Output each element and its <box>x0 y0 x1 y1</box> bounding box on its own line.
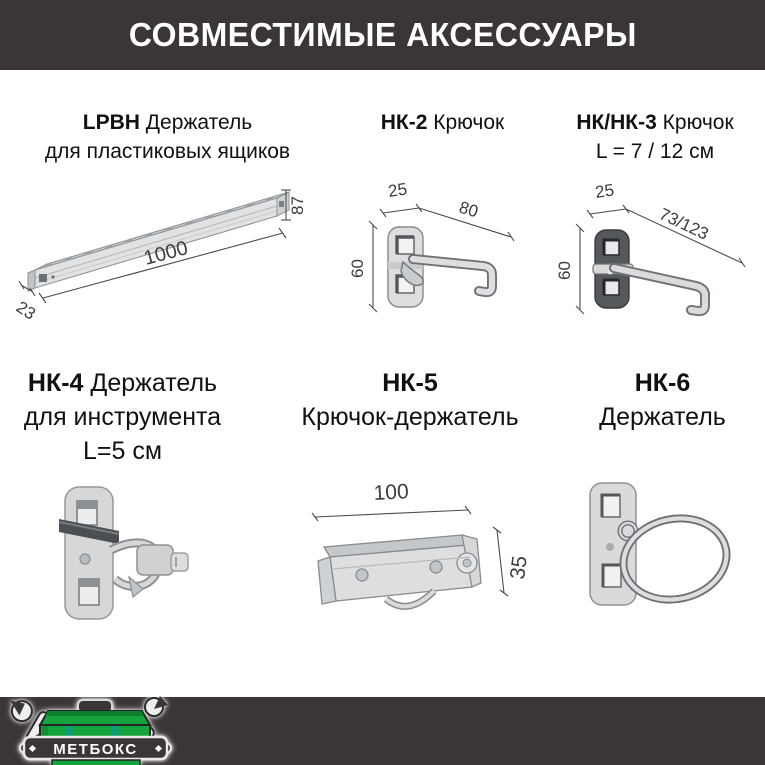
product-title-hk3 <box>545 108 765 166</box>
dim-label-87: 87 <box>288 196 307 215</box>
dim-label-1000: 1000 <box>141 237 191 270</box>
product-subtitle: L=5 см <box>82 437 163 465</box>
dim-label-60: 60 <box>555 261 574 280</box>
dim-length <box>312 480 471 521</box>
dim-label-80: 80 <box>456 197 481 222</box>
product-title-line <box>545 108 765 137</box>
toolbox-icon <box>40 700 150 738</box>
product-title-hk2 <box>350 108 535 137</box>
dim-label-73-123: 73/123 <box>656 204 712 244</box>
brand-logo <box>8 695 183 765</box>
dim-width <box>380 180 422 217</box>
product-name: Держатель <box>145 111 253 134</box>
header-bar <box>0 0 765 70</box>
product-title-lpbh <box>15 108 320 166</box>
hk2-hook-drawing <box>345 180 540 335</box>
product-title-hk6 <box>575 366 750 434</box>
brand-text: МЕТБОКС <box>53 741 138 758</box>
dim-length <box>626 204 745 267</box>
dim-label-100: 100 <box>373 480 410 505</box>
page-title: СОВМЕСТИМЫЕ АКСЕССУАРЫ <box>128 16 637 53</box>
product-code: НК-6 <box>634 369 691 397</box>
dim-label-35: 35 <box>506 554 532 581</box>
product-title-hk4 <box>10 366 235 468</box>
product-code: НК-5 <box>382 369 438 397</box>
product-code: НК-4 <box>27 369 84 397</box>
product-title-line <box>10 366 235 400</box>
bracket-body <box>318 535 481 606</box>
holder-plate <box>65 487 113 619</box>
product-title-hk5 <box>280 366 540 434</box>
hk4-holder-drawing <box>45 475 220 655</box>
product-subtitle: L = 7 / 12 см <box>595 140 715 163</box>
dim-label-23: 23 <box>12 297 40 324</box>
product-name: Держатель <box>599 403 726 431</box>
dim-label-60: 60 <box>348 259 367 278</box>
product-title-line <box>15 108 320 137</box>
dim-length <box>419 198 514 241</box>
product-code: НК/НК-3 <box>576 111 657 134</box>
dim-height <box>348 221 377 312</box>
dim-width <box>587 181 629 218</box>
hk5-holder-drawing <box>290 475 540 655</box>
product-title-line <box>350 108 535 137</box>
footer-bar <box>0 697 765 765</box>
hk3-hook-drawing <box>550 180 760 338</box>
holder-clamp <box>111 543 188 597</box>
product-name: Крючок <box>433 111 505 134</box>
brand-plaque <box>20 737 171 765</box>
lpbh-rail-drawing <box>12 182 320 334</box>
product-code: LPBH <box>82 111 140 134</box>
product-name-line2: для инструмента <box>23 403 222 431</box>
dim-height <box>493 527 532 596</box>
dim-label-25: 25 <box>593 180 616 202</box>
dim-label-25: 25 <box>386 179 409 201</box>
brand-underline <box>52 760 140 765</box>
product-name: Крючок-держатель <box>301 403 519 431</box>
product-name-line2: для пластиковых ящиков <box>44 140 291 163</box>
product-name: Крючок <box>662 111 734 134</box>
product-name: Держатель <box>90 369 218 397</box>
hk6-holder-drawing <box>570 475 760 655</box>
dim-height <box>555 224 584 314</box>
product-code: НК-2 <box>380 111 428 134</box>
